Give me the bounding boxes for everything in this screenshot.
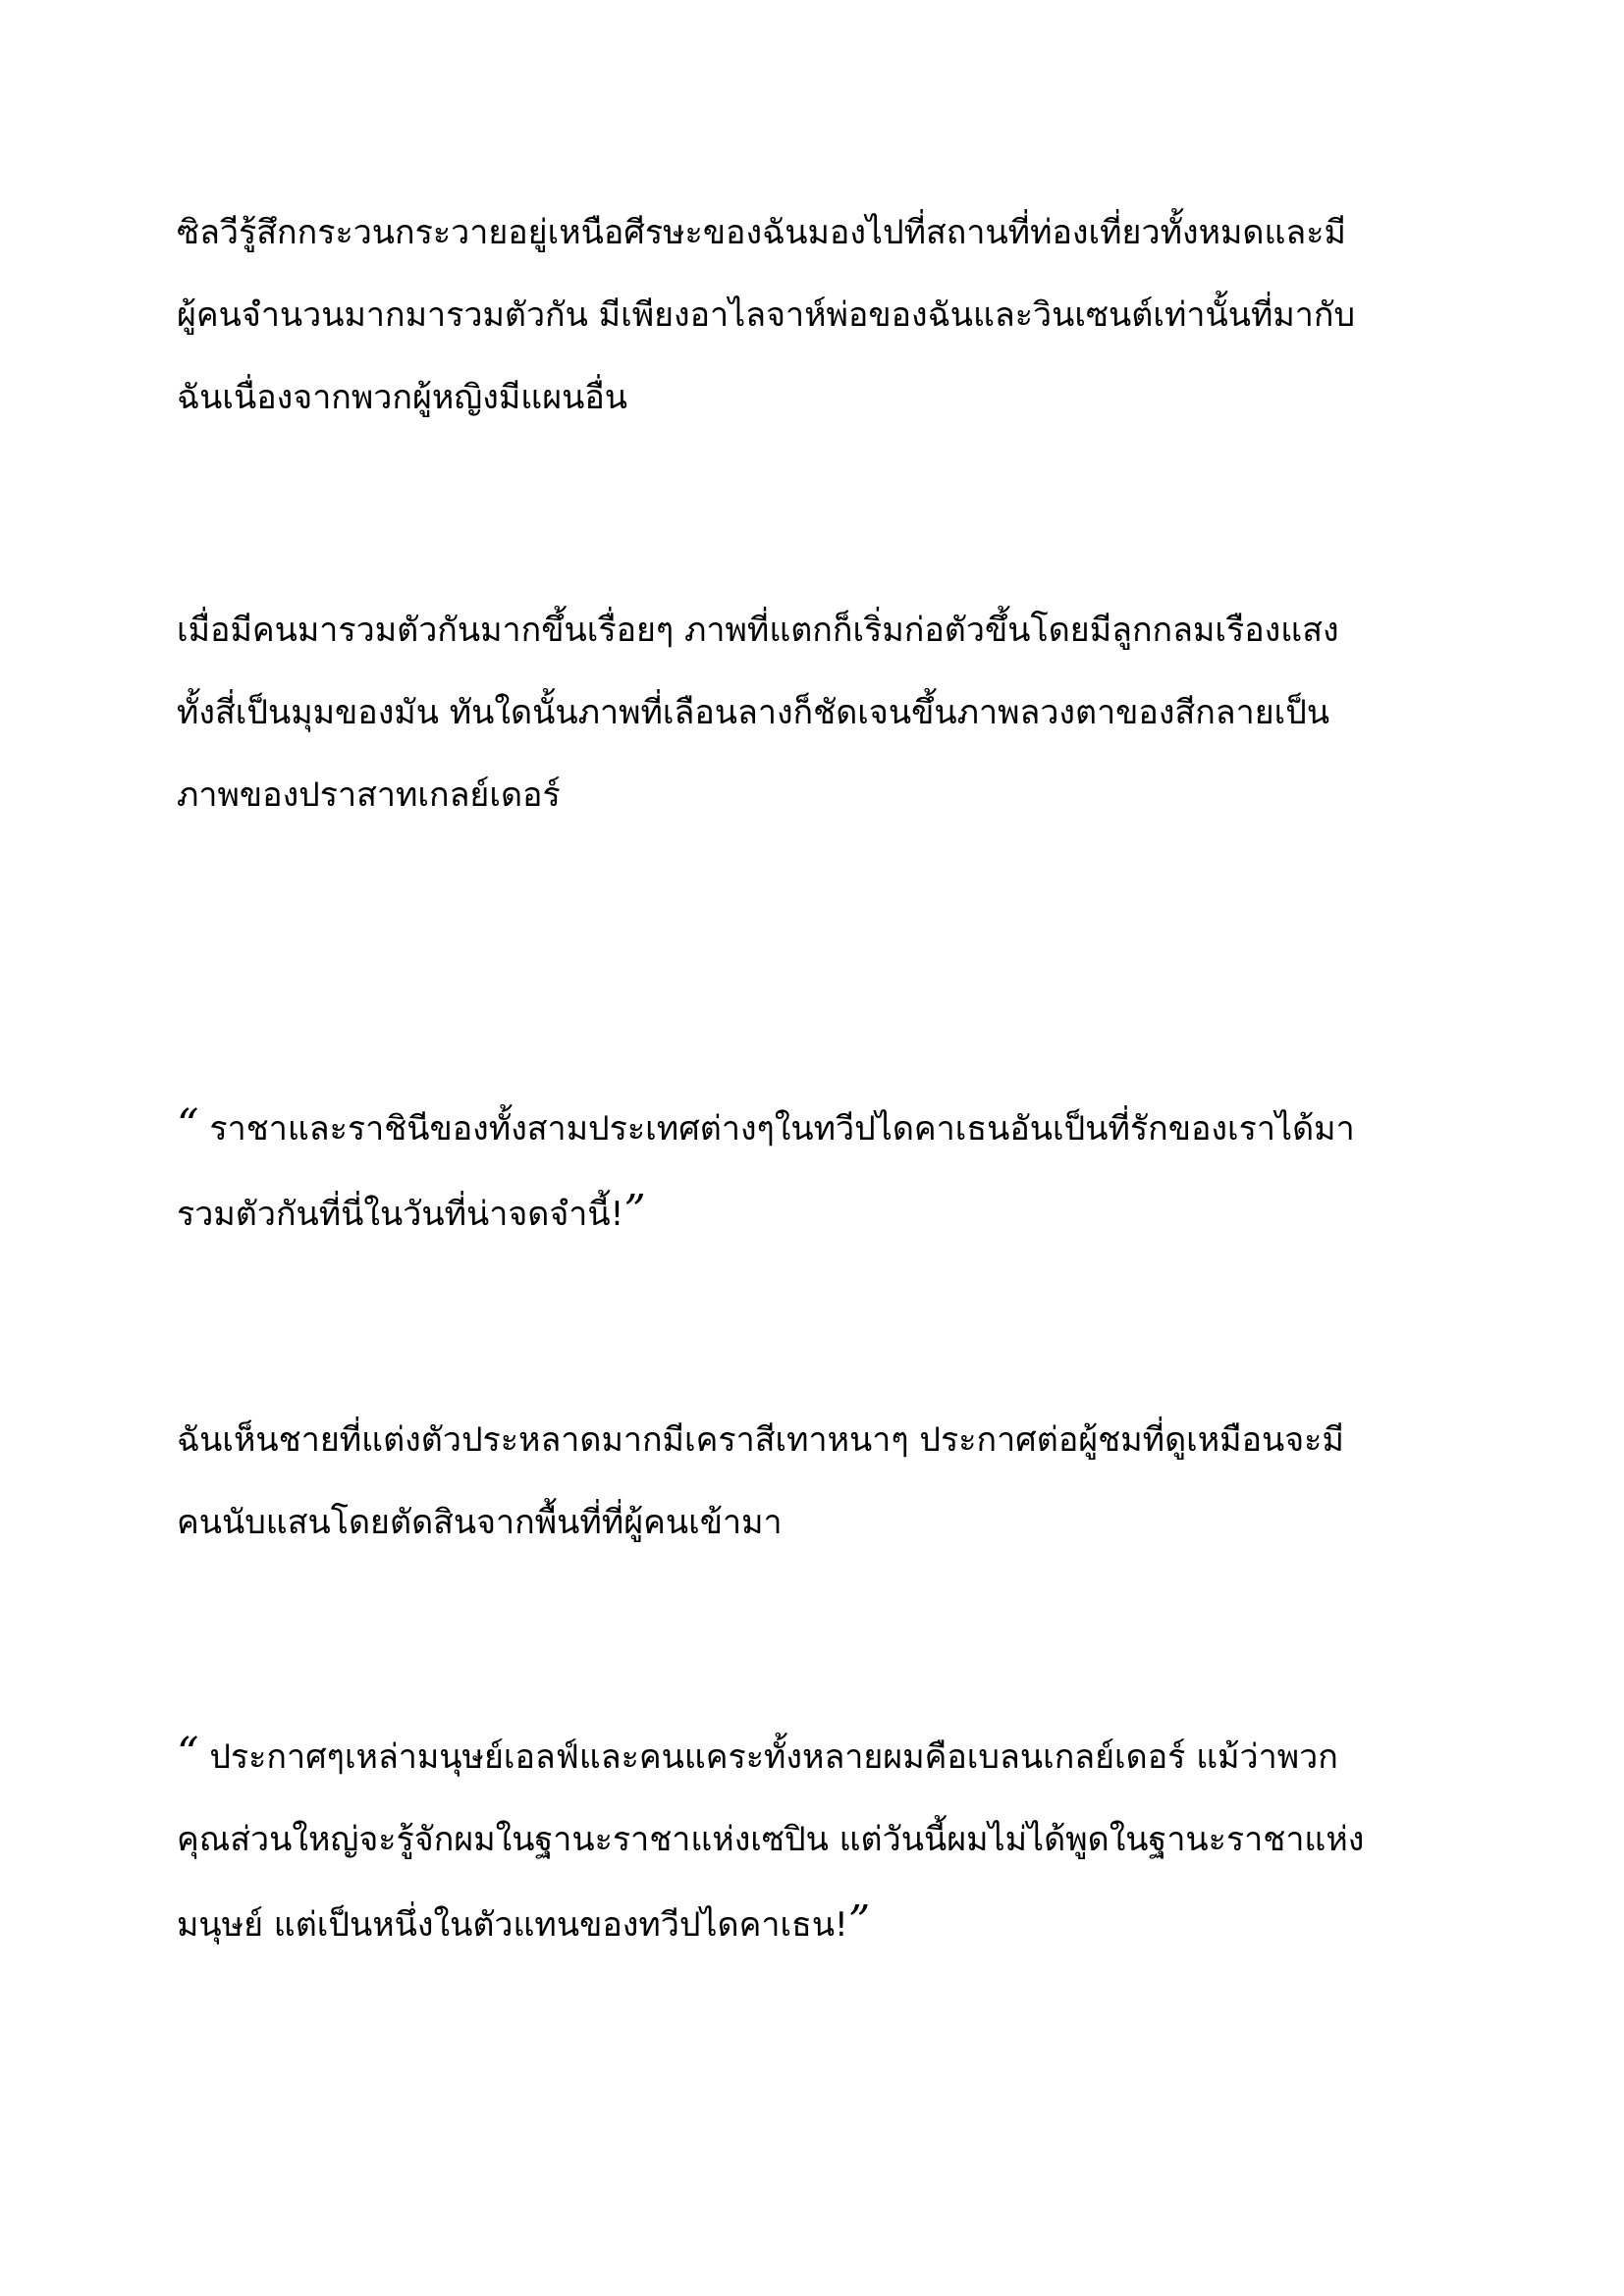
text-line: คนนับแสนโดยตัดสินจากพื้นที่ที่ผู้คนเข้ามา — [177, 1503, 783, 1542]
quote-text: ราชาและราชินีของทั้งสามประเทศต่างๆในทวีปไดคาเธนอันเป็นที่รักของเราได้มา — [209, 1109, 1355, 1148]
paragraph-bearded-man — [177, 1399, 1443, 1564]
text-line: ฉันเนื่องจากพวกผู้หญิงมีแผนอื่น — [177, 378, 628, 417]
text-line — [177, 1170, 1443, 1255]
text-line: ผู้คนจำนวนมากมารวมตัวกัน มีเพียงอาไลจาห์พ่อของฉันและวินเซนต์เท่านั้นที่มากับ — [177, 295, 1356, 335]
text-line — [177, 1713, 1443, 1798]
text-line — [177, 1085, 1443, 1170]
text-line: ซิลวีรู้สึกกระวนกระวายอยู่เหนือศีรษะของฉันมองไปที่สถานที่ท่องเที่ยวทั้งหมดและมี — [177, 213, 1346, 252]
quote-text: มนุษย์ แต่เป็นหนึ่งในตัวแทนของทวีปไดคาเธน! — [177, 1905, 848, 1945]
quote-paragraph-blaine-glayder — [177, 1713, 1443, 1966]
text-line: ฉันเห็นชายที่แต่งตัวประหลาดมากมีเคราสีเทาหนาๆ ประกาศต่อผู้ชมที่ดูเหมือนจะมี — [177, 1420, 1344, 1460]
quote-paragraph-kings-and-queens — [177, 1085, 1443, 1255]
text-line: คุณส่วนใหญ่จะรู้จักผมในฐานะราชาแห่งเซปิน แต่วันนี้ผมไม่ได้พูดในฐานะราชาแห่ง — [177, 1820, 1365, 1859]
quote-text: ประกาศๆเหล่ามนุษย์เอลฟ์และคนแคระทั้งหลายผมคือเบลนเกลย์เดอร์ แม้ว่าพวก — [209, 1737, 1338, 1777]
open-quote-mark: “ — [177, 1729, 199, 1779]
close-quote-mark: ” — [847, 1896, 871, 1947]
paragraph-sylvie-watching — [177, 191, 1443, 439]
paragraph-projection-forming — [177, 589, 1443, 836]
text-line — [177, 1881, 1443, 1966]
quote-text: รวมตัวกันที่นี่ในวันที่น่าจดจำนี้! — [177, 1195, 624, 1234]
text-line: ทั้งสี่เป็นมุมของมัน ทันใดนั้นภาพที่เลือนลางก็ชัดเจนขึ้นภาพลวงตาของสีกลายเป็น — [177, 693, 1330, 732]
text-line: เมื่อมีคนมารวมตัวกันมากขึ้นเรื่อยๆ ภาพที่แตกก็เริ่มก่อตัวขึ้นโดยมีลูกกลมเรืองแสง — [177, 611, 1339, 650]
open-quote-mark: “ — [177, 1100, 199, 1150]
close-quote-mark: ” — [623, 1186, 646, 1236]
text-line: ภาพของปราสาทเกลย์เดอร์ — [177, 775, 561, 815]
